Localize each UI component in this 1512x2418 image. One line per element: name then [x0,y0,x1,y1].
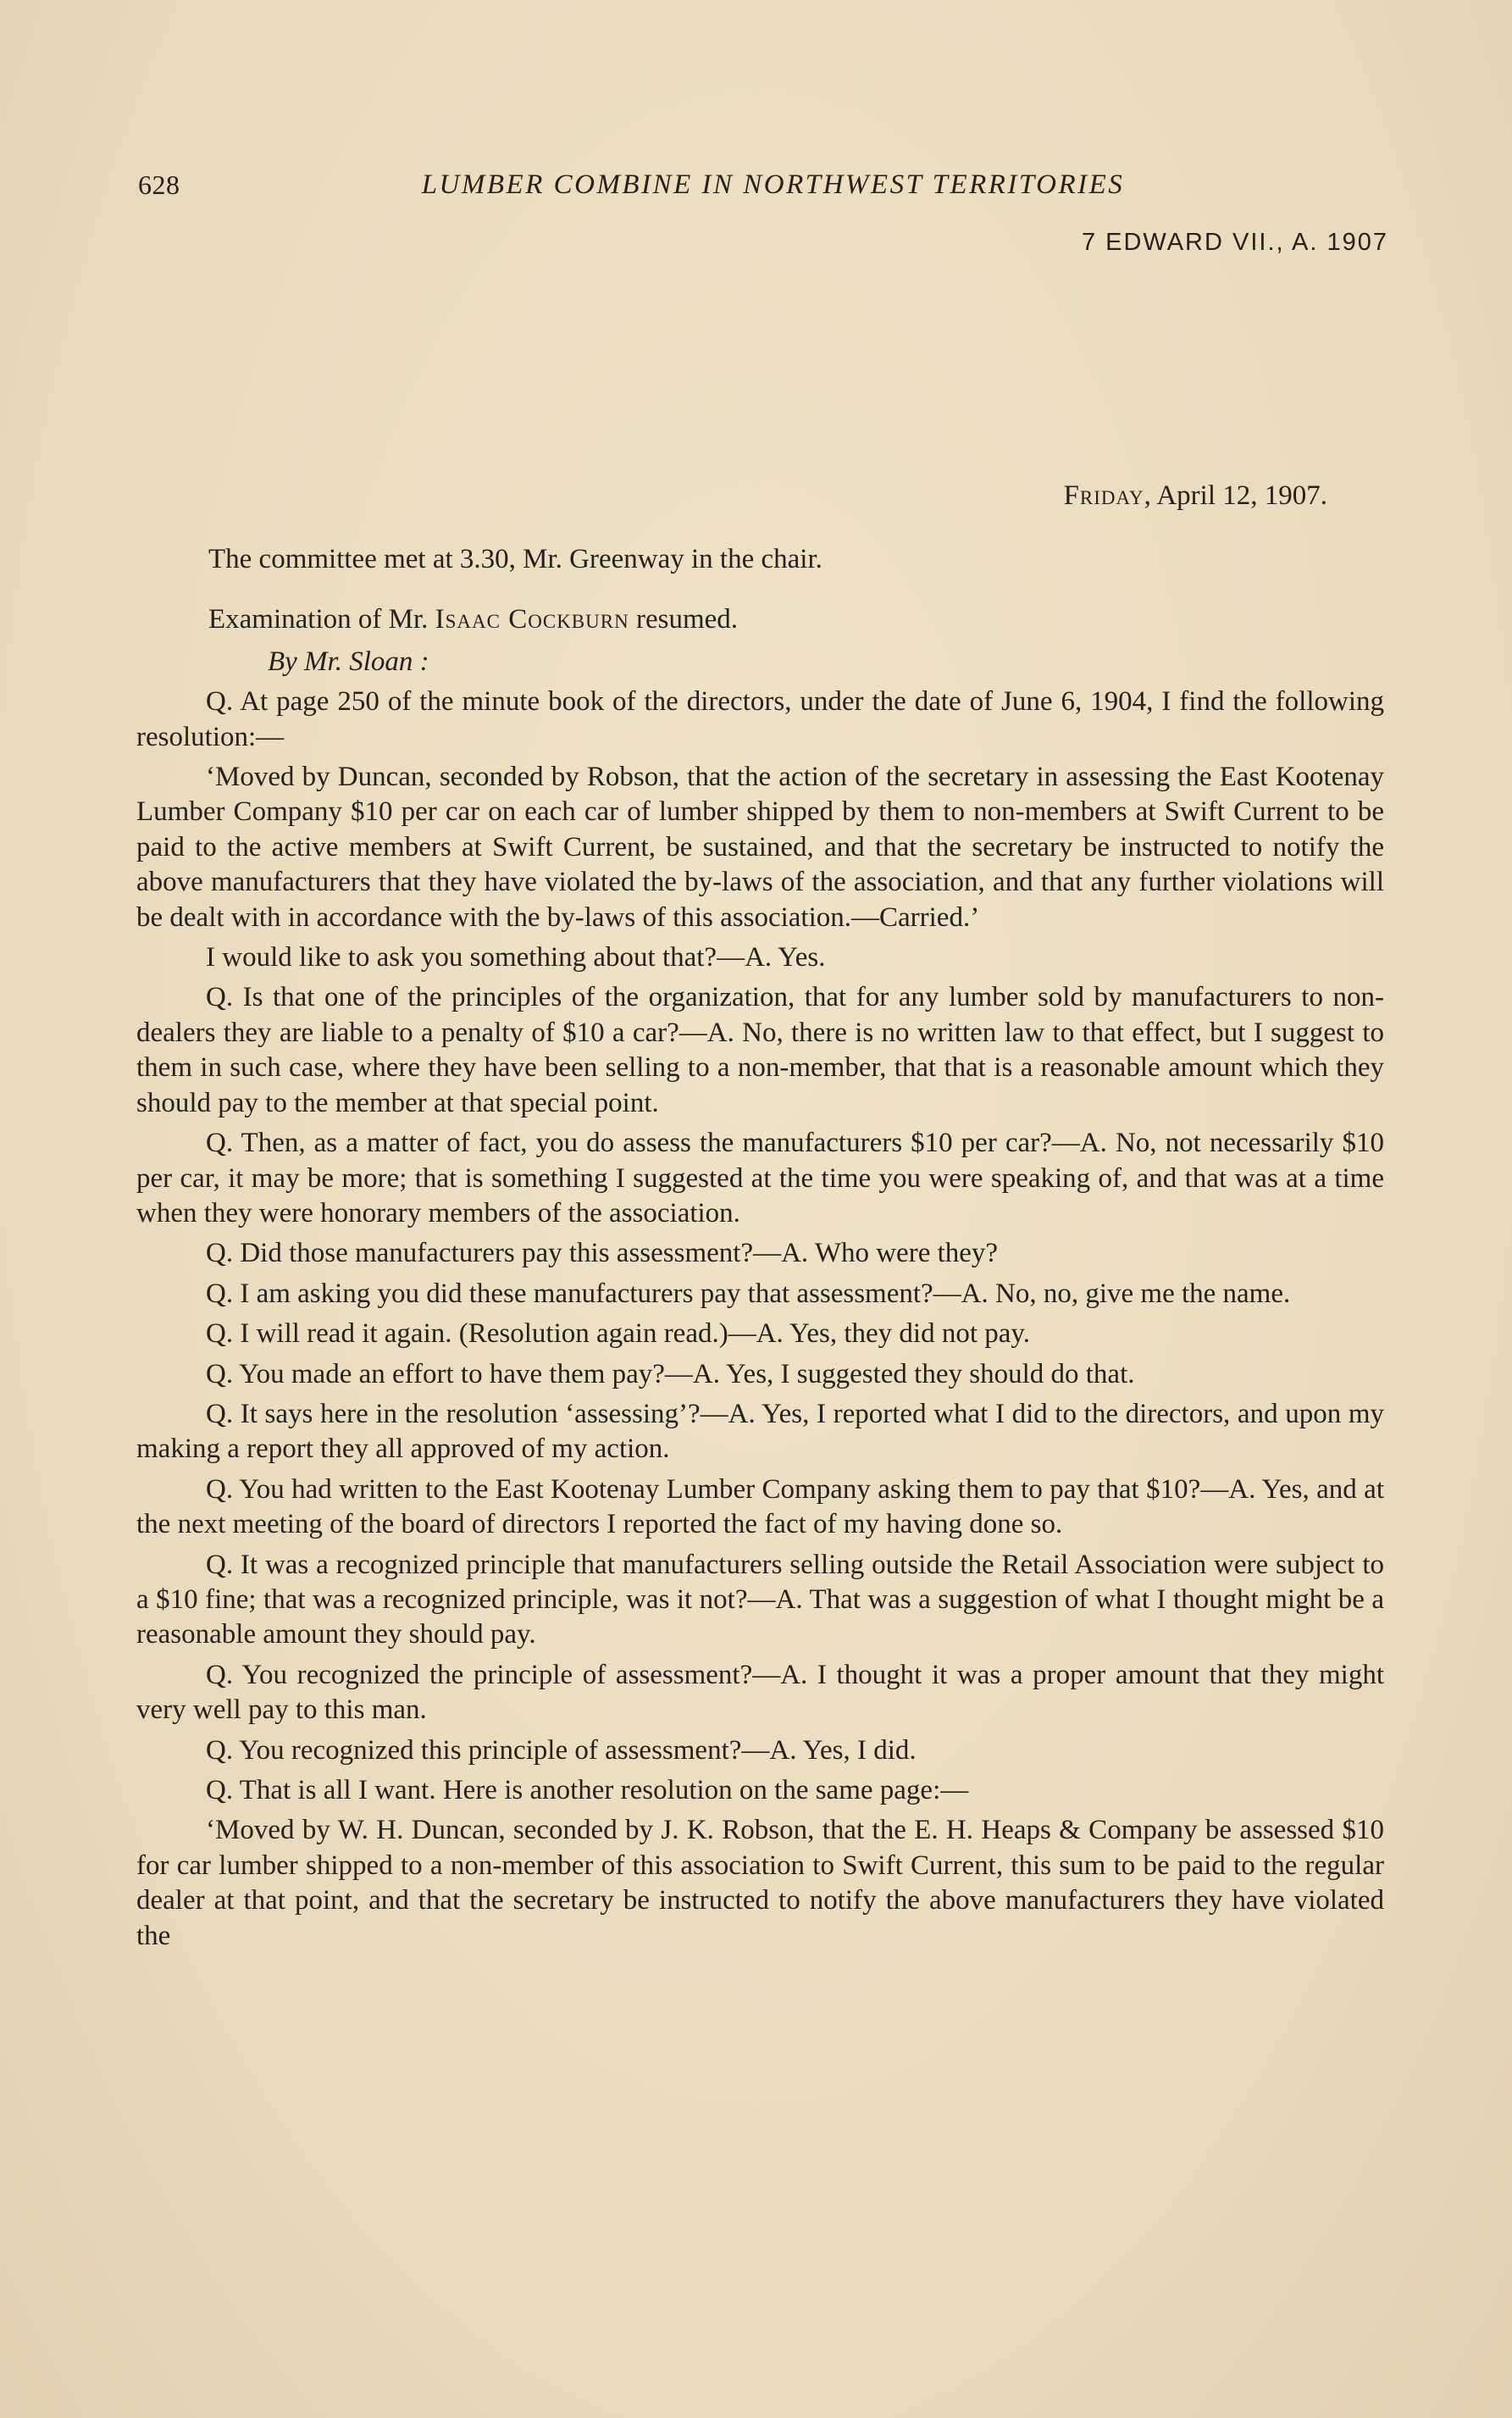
paragraph: Q. That is all I want. Here is another resolution on the same page:— [206,1775,969,1805]
paragraph: Q. You recognized this principle of assessment?—A. Yes, I did. [206,1734,917,1766]
paragraph: Q. You made an effort to have them pay?—A. Yes, I suggested they should do that. [206,1358,1135,1389]
exam-suffix: resumed. [629,604,739,635]
date-day: Friday [1063,480,1144,511]
exam-prefix: Examination of Mr. [208,604,435,635]
paragraph: Q. It says here in the resolution ‘assessing’?—A. Yes, I reported what I did to the directors, and upon my making a report they all approved of my action. [136,1398,1384,1465]
quoted-resolution: ‘Moved by Duncan, seconded by Robson, that the action of the secretary in assessing the East Kootenay Lumber Company $10 per car on each car of lumber shipped by them to non-members at Swift Current to be paid to the active members at Swift Current, be sustained, and that the secretary be instructed to notify the above manufacturers that they have violated the by-laws of the association, and that any further violations will be dealt with in accordance with the by-laws of this association.—Carried.’ [136,762,1384,933]
paragraph: Q. At page 250 of the minute book of the directors, under the date of June 6, 1904, I find the following resolution:— [136,686,1384,752]
examination-statement [136,602,1384,637]
paragraph: I would like to ask you something about that?—A. Yes. [206,942,826,973]
paragraph: Q. You recognized the principle of assessment?—A. I thought it was a proper amount that they might very well pay to this man. [136,1659,1384,1726]
paragraph: Q. I am asking you did these manufacturers pay that assessment?—A. No, no, give me the name. [206,1278,1291,1309]
paragraph: Q. Did those manufacturers pay this assessment?—A. Who were they? [206,1238,999,1269]
paragraph: Q. You had written to the East Kootenay Lumber Company asking them to pay that $10?—A. Yes, and at the next meeting of the board of directors I reported the fact of my having done so. [136,1473,1384,1540]
meeting-statement: The committee met at 3.30, Mr. Greenway in the chair. [208,544,822,574]
running-title: LUMBER COMBINE IN NORTHWEST TERRITORIES [421,169,1125,200]
session-reference: 7 EDWARD VII., A. 1907 [1081,229,1388,256]
page-number: 628 [138,169,180,200]
document-body [136,542,1384,1959]
paragraph: Q. Then, as a matter of fact, you do assess the manufacturers $10 per car?—A. No, not necessarily $10 per car, it may be more; that is something I suggested at the time you were speaking of, and that was at a time when they were honorary members of the association. [136,1128,1384,1228]
quoted-resolution: ‘Moved by W. H. Duncan, seconded by J. K. Robson, that the E. H. Heaps & Company be assessed $10 for car lumber shipped to a non-member of this association to Swift Current, this sum to be paid to the regular dealer at that point, and that the secretary be instructed to notify the above manufacturers they have violated the [136,1815,1384,1951]
paragraph: Q. It was a recognized principle that manufacturers selling outside the Retail Association were subject to a $10 fine; that was a recognized principle, was it not?—A. That was a suggestion of what I thought might be a reasonable amount they should pay. [136,1549,1384,1650]
examiner-line: By Mr. Sloan : [268,646,429,677]
paragraph: Q. Is that one of the principles of the organization, that for any lumber sold by manufacturers to non-dealers they are liable to a penalty of $10 a car?—A. No, there is no written law to that effect, but I suggest to them in such case, where they have been selling to a non-member, that that is a reasonable amount which they should pay to the member at that special point. [136,982,1384,1118]
witness-name: Isaac Cockburn [435,604,629,635]
date-line [1064,480,1327,512]
paragraph: Q. I will read it again. (Resolution again read.)—A. Yes, they did not pay. [206,1318,1031,1350]
date-text: , April 12, 1907. [1144,480,1327,511]
